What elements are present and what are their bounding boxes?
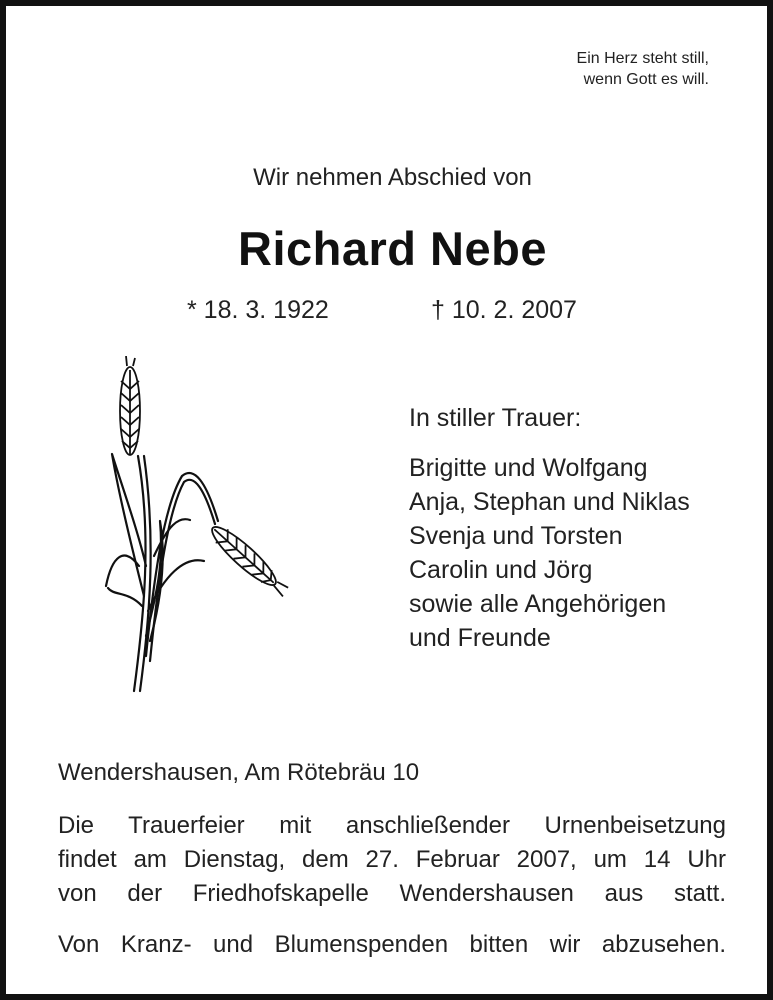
ceremony-line: Die Trauerfeier mit anschließender Urnenbeisetzung	[58, 812, 726, 839]
ceremony-line: von der Friedhofskapelle Wendershausen aus statt.	[58, 880, 726, 907]
mourner-name: Svenja und Torsten	[409, 522, 623, 550]
ceremony-text	[58, 809, 726, 911]
mourners-block	[409, 404, 690, 655]
mourner-name: Carolin und Jörg	[409, 556, 593, 584]
mourners-list	[409, 451, 690, 655]
motto-line-2: wenn Gott es will.	[583, 71, 709, 88]
mourner-name: Brigitte und Wolfgang	[409, 454, 648, 482]
mourners-heading: In stiller Trauer:	[409, 404, 582, 432]
intro-text: Wir nehmen Abschied von	[253, 164, 532, 191]
mourner-name: Anja, Stephan und Niklas	[409, 488, 690, 516]
closing-note: Von Kranz- und Blumenspenden bitten wir abzusehen.	[58, 931, 726, 958]
death-date: † 10. 2. 2007	[431, 296, 577, 324]
birth-date: * 18. 3. 1922	[187, 296, 329, 324]
ceremony-line: findet am Dienstag, dem 27. Februar 2007, um 14 Uhr	[58, 846, 726, 873]
wheat-stalks-icon	[94, 356, 294, 696]
motto	[577, 48, 709, 90]
mourner-name: sowie alle Angehörigen	[409, 590, 667, 618]
address: Wendershausen, Am Rötebräu 10	[58, 759, 420, 786]
motto-line-1: Ein Herz steht still,	[576, 50, 709, 67]
mourner-name: und Freunde	[409, 624, 551, 652]
deceased-name: Richard Nebe	[238, 222, 547, 275]
